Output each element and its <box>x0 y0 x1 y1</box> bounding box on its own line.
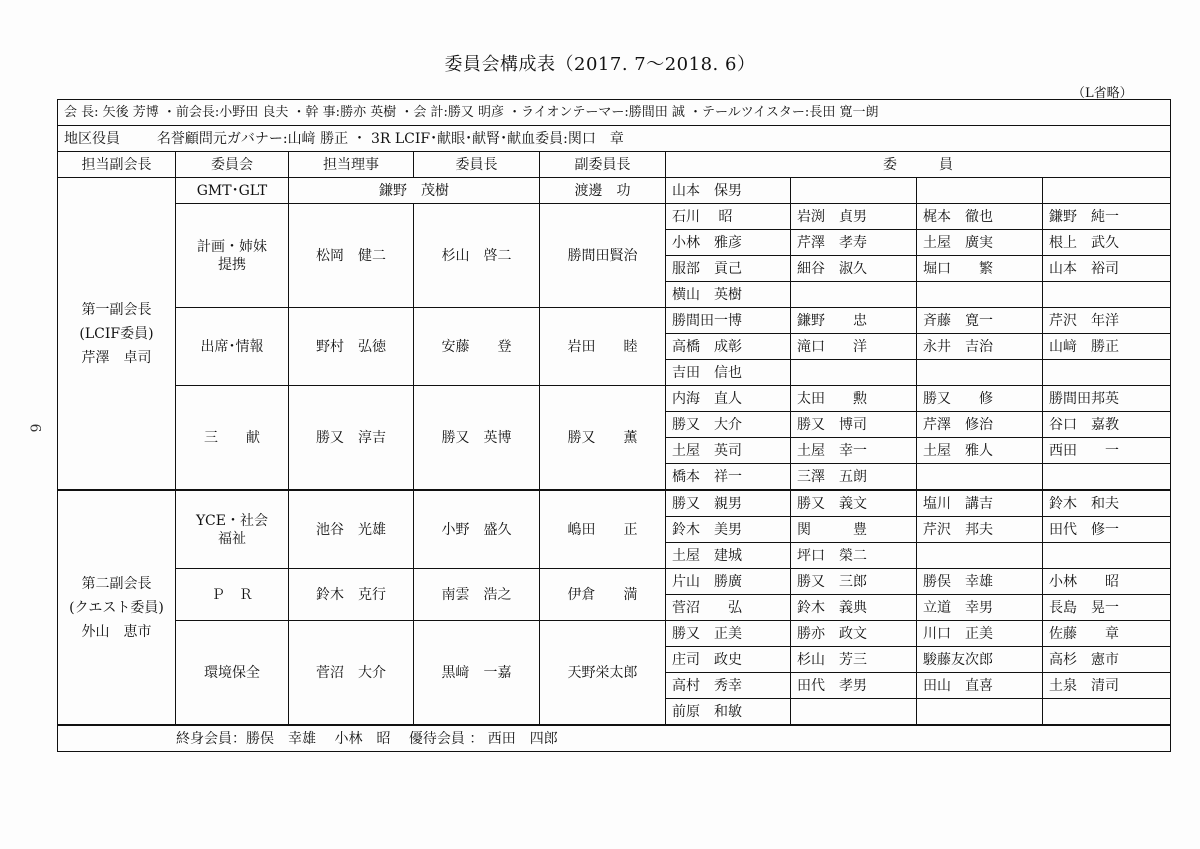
member-name: 土屋 廣実 <box>917 230 1043 256</box>
member-name: 高村 秀幸 <box>666 673 791 699</box>
member-name <box>1043 282 1171 308</box>
member-name <box>917 543 1043 569</box>
member-name: 鈴木 義典 <box>791 595 917 621</box>
member-name: 鈴木 美男 <box>666 517 791 543</box>
member-name <box>917 360 1043 386</box>
vice-chair-name: 勝間田賢治 <box>540 204 666 308</box>
director-name: 鎌野 茂樹 <box>289 178 540 204</box>
committee-name-text: 計画・姉妹提携 <box>197 238 267 273</box>
member-name: 橋本 祥一 <box>666 464 791 491</box>
member-name: 山﨑 勝正 <box>1043 334 1171 360</box>
member-name: 土泉 清司 <box>1043 673 1171 699</box>
committee-name: Ｐ Ｒ <box>176 569 289 621</box>
member-name: 長島 晃一 <box>1043 595 1171 621</box>
member-name <box>791 360 917 386</box>
member-name: 永井 吉治 <box>917 334 1043 360</box>
member-name: 梶本 徹也 <box>917 204 1043 230</box>
member-name: 庄司 政史 <box>666 647 791 673</box>
director-name: 野村 弘徳 <box>289 308 414 386</box>
vice-chair-name: 渡邊 功 <box>540 178 666 204</box>
member-name: 高杉 憲市 <box>1043 647 1171 673</box>
member-name: 勝間田一博 <box>666 308 791 334</box>
member-name: 勝俣 幸雄 <box>917 569 1043 595</box>
member-name: 勝亦 政文 <box>791 621 917 647</box>
committee-name-text: YCE・社会福祉 <box>196 512 268 547</box>
member-name: 勝又 博司 <box>791 412 917 438</box>
committee-name: 三 献 <box>176 386 289 491</box>
chair-name: 黒﨑 一嘉 <box>414 621 540 726</box>
note-lions-omitted: （L省略） <box>1072 86 1133 101</box>
member-name: 坪口 榮二 <box>791 543 917 569</box>
district-row <box>58 126 1171 152</box>
member-name <box>1043 464 1171 491</box>
chair-name: 南雲 浩之 <box>414 569 540 621</box>
committee-name: 出席･情報 <box>176 308 289 386</box>
committee-name <box>176 204 289 308</box>
member-name: 菅沼 弘 <box>666 595 791 621</box>
director-name: 鈴木 克行 <box>289 569 414 621</box>
officers-row <box>58 100 1171 126</box>
district-label: 地区役員 <box>64 130 120 147</box>
member-name: 前原 和敏 <box>666 699 791 726</box>
margin-page-mark: 6 <box>26 423 43 433</box>
member-name: 芹沢 年洋 <box>1043 308 1171 334</box>
member-name: 堀口 繁 <box>917 256 1043 282</box>
member-name: 田代 孝男 <box>791 673 917 699</box>
member-name: 田山 直喜 <box>917 673 1043 699</box>
member-name: 山本 裕司 <box>1043 256 1171 282</box>
vp-name: 芹澤 卓司 <box>81 349 152 366</box>
committee-name: GMT･GLT <box>176 178 289 204</box>
member-name: 勝又 親男 <box>666 490 791 517</box>
table-row <box>58 178 1171 204</box>
member-name: 勝又 正美 <box>666 621 791 647</box>
member-name: 吉田 信也 <box>666 360 791 386</box>
member-name: 太田 勲 <box>791 386 917 412</box>
director-name: 勝又 淳吉 <box>289 386 414 491</box>
vice-chair-name: 伊倉 満 <box>540 569 666 621</box>
member-name: 鎌野 忠 <box>791 308 917 334</box>
chair-name: 勝又 英博 <box>414 386 540 491</box>
header-vp: 担当副会長 <box>58 152 176 178</box>
footer-members: 終身会員：勝俣 幸雄 小林 昭 優待会員 ： 西田 四郎 <box>58 725 1171 752</box>
chair-name: 安藤 登 <box>414 308 540 386</box>
member-name: 根上 武久 <box>1043 230 1171 256</box>
vice-chair-name: 嶋田 正 <box>540 490 666 569</box>
member-name: 内海 直人 <box>666 386 791 412</box>
table-row <box>58 308 1171 334</box>
officers-line: 会 長: 矢後 芳博 ・前会長:小野田 良夫 ・幹 事:勝亦 英樹 ・会 計:勝又 明彦 ・ライオンテーマー:勝間田 誠 ・テールツイスター:長田 寛一朗 <box>58 100 1171 126</box>
director-name: 池谷 光雄 <box>289 490 414 569</box>
vp-title: 第一副会長 <box>81 301 152 318</box>
member-name: 岩渕 貞男 <box>791 204 917 230</box>
member-name: 芹沢 邦夫 <box>917 517 1043 543</box>
vice-president-cell <box>58 490 176 725</box>
header-chair: 委員長 <box>414 152 540 178</box>
vice-chair-name: 岩田 睦 <box>540 308 666 386</box>
member-name <box>917 699 1043 726</box>
vp-role: (LCIF委員) <box>79 325 154 342</box>
member-name: 土屋 幸一 <box>791 438 917 464</box>
member-name: 芹澤 孝寿 <box>791 230 917 256</box>
district-line <box>58 126 1171 152</box>
member-name: 塩川 講吉 <box>917 490 1043 517</box>
member-name: 関 豊 <box>791 517 917 543</box>
member-name: 谷口 嘉教 <box>1043 412 1171 438</box>
member-name: 細谷 淑久 <box>791 256 917 282</box>
member-name: 横山 英樹 <box>666 282 791 308</box>
chair-name: 杉山 啓二 <box>414 204 540 308</box>
member-name: 勝間田邦英 <box>1043 386 1171 412</box>
member-name: 服部 貢己 <box>666 256 791 282</box>
vice-chair-name: 天野栄太郎 <box>540 621 666 726</box>
member-name: 小林 雅彦 <box>666 230 791 256</box>
vp-title: 第二副会長 <box>81 575 152 592</box>
member-name: 鎌野 純一 <box>1043 204 1171 230</box>
member-name: 勝又 三郎 <box>791 569 917 595</box>
member-name: 佐藤 章 <box>1043 621 1171 647</box>
chair-name: 小野 盛久 <box>414 490 540 569</box>
page-title: 委員会構成表（2017. 7～2018. 6） <box>444 54 756 75</box>
table-row <box>58 490 1171 517</box>
director-name: 松岡 健二 <box>289 204 414 308</box>
footer-row <box>58 725 1171 752</box>
member-name: 川口 正美 <box>917 621 1043 647</box>
member-name <box>917 178 1043 204</box>
table-row <box>58 386 1171 412</box>
member-name: 立道 幸男 <box>917 595 1043 621</box>
vp-name: 外山 恵市 <box>81 623 152 640</box>
member-name: 勝又 大介 <box>666 412 791 438</box>
table-row <box>58 621 1171 647</box>
member-name: 芹澤 修治 <box>917 412 1043 438</box>
member-name: 杉山 芳三 <box>791 647 917 673</box>
member-name <box>1043 543 1171 569</box>
table-row <box>58 204 1171 230</box>
member-name <box>791 178 917 204</box>
vice-president-cell <box>58 178 176 491</box>
committee-name <box>176 490 289 569</box>
member-name: 片山 勝廣 <box>666 569 791 595</box>
member-name <box>791 699 917 726</box>
member-name: 小林 昭 <box>1043 569 1171 595</box>
member-name <box>1043 360 1171 386</box>
member-name <box>1043 178 1171 204</box>
header-vice-chair: 副委員長 <box>540 152 666 178</box>
header-row <box>58 152 1171 178</box>
member-name: 山本 保男 <box>666 178 791 204</box>
member-name <box>917 464 1043 491</box>
member-name: 三澤 五朗 <box>791 464 917 491</box>
committee-table <box>57 99 1171 752</box>
table-row <box>58 569 1171 595</box>
member-name: 西田 一 <box>1043 438 1171 464</box>
member-name: 土屋 建城 <box>666 543 791 569</box>
member-name: 土屋 英司 <box>666 438 791 464</box>
member-name: 高橋 成彰 <box>666 334 791 360</box>
member-name <box>917 282 1043 308</box>
director-name: 菅沼 大介 <box>289 621 414 726</box>
header-director: 担当理事 <box>289 152 414 178</box>
committee-name: 環境保全 <box>176 621 289 726</box>
header-members: 委 員 <box>666 152 1171 178</box>
vp-role: (クエスト委員) <box>69 599 164 616</box>
member-name <box>1043 699 1171 726</box>
vice-chair-name: 勝又 薫 <box>540 386 666 491</box>
district-text: 名誉顧問元ガバナー:山﨑 勝正 ・ 3R LCIF･献眼･献腎･献血委員:関口 章 <box>156 130 624 147</box>
member-name: 滝口 洋 <box>791 334 917 360</box>
member-name: 鈴木 和夫 <box>1043 490 1171 517</box>
member-name: 斉藤 寛一 <box>917 308 1043 334</box>
member-name: 土屋 雅人 <box>917 438 1043 464</box>
header-committee: 委員会 <box>176 152 289 178</box>
member-name <box>791 282 917 308</box>
member-name: 勝又 義文 <box>791 490 917 517</box>
member-name: 勝又 修 <box>917 386 1043 412</box>
member-name: 石川 昭 <box>666 204 791 230</box>
member-name: 田代 修一 <box>1043 517 1171 543</box>
member-name: 駿藤友次郎 <box>917 647 1043 673</box>
